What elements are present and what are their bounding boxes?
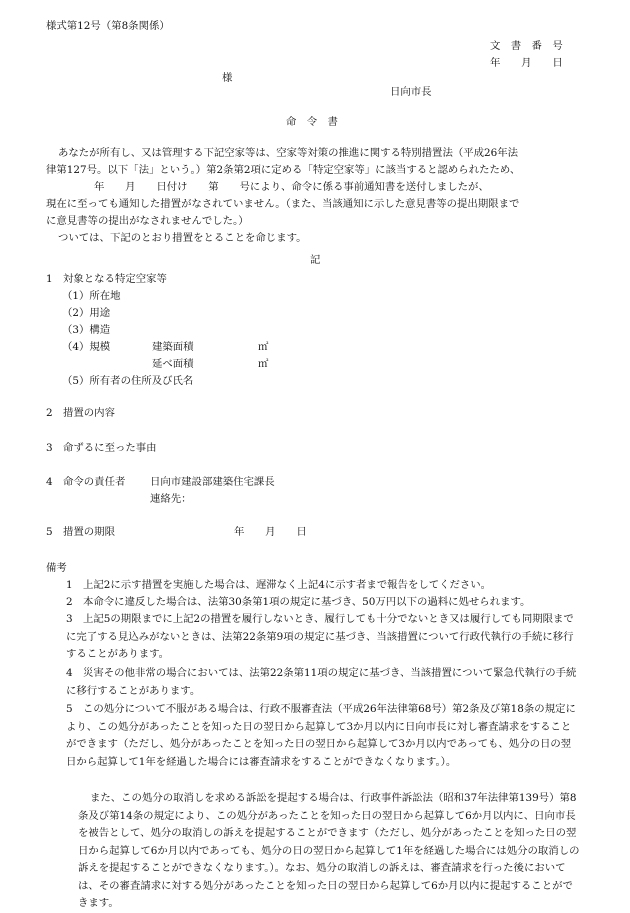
section-4-title: 4 命令の責任者 <box>46 476 126 488</box>
ki-heading: 記 <box>310 254 321 266</box>
section-1-structure: （3）構造 <box>62 324 111 336</box>
intro-line-4: 現在に至っても通知した措置がなされていません。（また、当該通知に示した意見書等の提出期限まで <box>46 198 520 210</box>
section-4-contact: 連絡先： <box>150 493 192 505</box>
section-3-title: 3 命ずるに至った事由 <box>46 442 157 454</box>
intro-line-2: 律第127号。以下「法」という。）第2条第2項に定める「特定空家等」に該当すると認められたため、 <box>46 164 521 176</box>
section-1-title: 1 対象となる特定空家等 <box>46 273 167 285</box>
floor-area-unit: ㎡ <box>258 358 269 370</box>
intro-line-3: 年 月 日付け 第 号により、命令に係る事前通知書を送付しましたが、 <box>94 181 489 193</box>
document-title: 命 令 書 <box>286 116 338 128</box>
document-number: 文 書 番 号 <box>490 40 563 52</box>
addressee-suffix: 様 <box>222 72 233 84</box>
note-2: 2 本命令に違反した場合は、法第30条第1項の規定に基づき、50万円以下の過料に処せられます。 <box>66 596 531 608</box>
building-area-unit: ㎡ <box>258 341 269 353</box>
section-1-scale: （4）規模 <box>62 341 111 353</box>
issue-date: 年 月 日 <box>490 57 563 69</box>
section-1-owner: （5）所有者の住所及び氏名 <box>62 375 194 387</box>
section-4-responsible: 日向市建設部建築住宅課長 <box>150 476 275 488</box>
section-1-use: （2）用途 <box>62 307 111 319</box>
note-5: 5 この処分について不服がある場合は、行政不服審査法（平成26年法律第68号）第2条及び第18条の規定により、この処分があったことを知った日の翌日から起算して3か月以内に日向市長に対し審査請求をすることができます（ただし、処分があったことを知った日の翌日から起算して3か月以内であっても、処分の日の翌日から起算して1年を経過した場合には審査請求をすることができなくなります。）。 <box>66 703 576 768</box>
form-number: 様式第12号（第8条関係） <box>46 20 170 32</box>
intro-line-1: あなたが所有し、又は管理する下記空家等は、空家等対策の推進に関する特別措置法（平成26年法 <box>58 147 519 159</box>
building-area-label: 建築面積 <box>152 341 194 353</box>
floor-area-label: 延べ面積 <box>152 358 194 370</box>
issuer-name: 日向市長 <box>390 86 432 98</box>
note-1: 1 上記2に示す措置を実施した場合は、遅滞なく上記4に示す者まで報告をしてください。 <box>66 579 492 591</box>
note-4: 4 災害その他非常の場合においては、法第22条第11項の規定に基づき、当該措置について緊急代執行の手続に移行することがあります。 <box>66 667 577 697</box>
note-5-continued: また、この処分の取消しを求める訴訟を提起する場合は、行政事件訴訟法（昭和37年法律第139号）第8条及び第14条の規定により、この処分があったことを知った日の翌日から起算して6か月以内に、日向市長を被告として、処分の取消しの訴えを提起することができます（ただし、処分があったことを知った日の翌日から起算して6か月以内であっても、処分の日の翌日から起算して1年を経過した場合には処分の取消しの訴えを提起することができなくなります。）。なお、処分の取消しの訴えは、審査請求を行った後においては、その審査請求に対する処分があったことを知った日の翌日から起算して6か月以内に提起することができます。 <box>78 792 580 909</box>
notes-heading: 備考 <box>46 562 67 574</box>
note-3: 3 上記5の期限までに上記2の措置を履行しないとき、履行しても十分でないとき又は履行しても同期限までに完了する見込みがないときは、法第22条第9項の規定に基づき、当該措置について行政代執行の手続に移行することがあります。 <box>66 613 574 660</box>
section-5-title: 5 措置の期限 <box>46 526 115 538</box>
section-1-location: （1）所在地 <box>62 290 121 302</box>
section-2-title: 2 措置の内容 <box>46 407 115 419</box>
intro-line-6: ついては、下記のとおり措置をとることを命じます。 <box>58 232 307 244</box>
intro-line-5: に意見書等の提出がなされませんでした。） <box>46 215 249 227</box>
section-5-deadline: 年 月 日 <box>234 526 307 538</box>
